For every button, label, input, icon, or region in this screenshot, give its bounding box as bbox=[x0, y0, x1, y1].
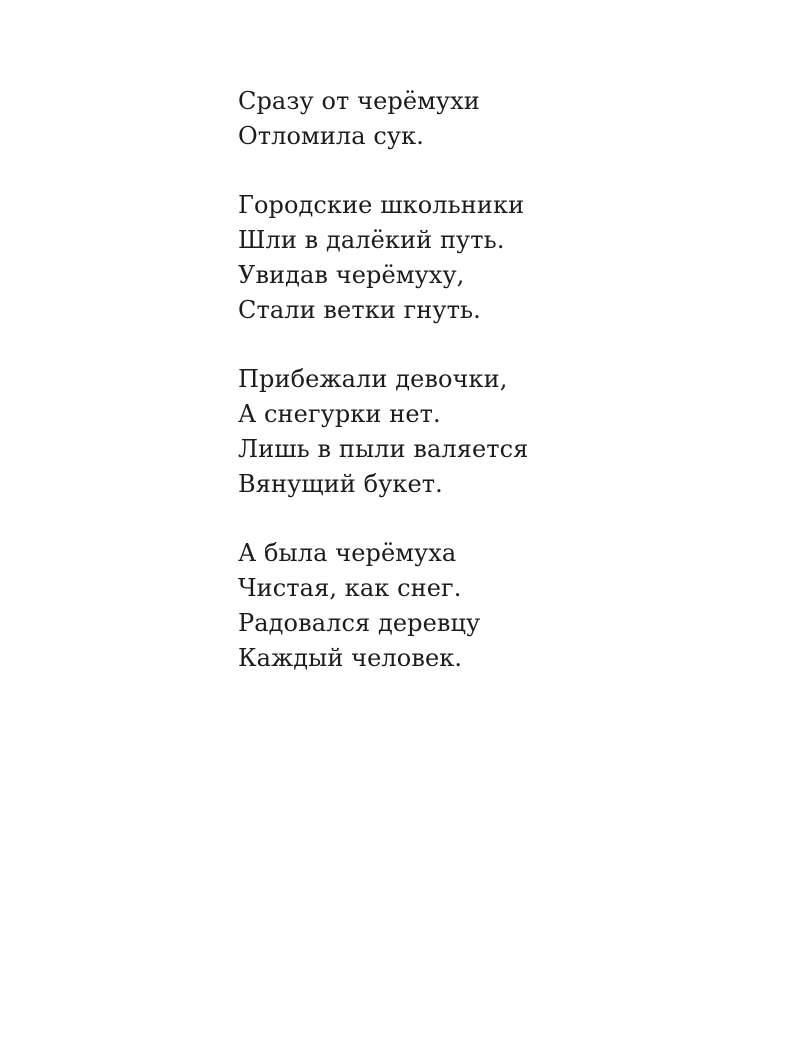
poem-line: Лишь в пыли валяется bbox=[238, 435, 529, 463]
poem-line: Вянущий букет. bbox=[238, 470, 443, 498]
poem-line: Отломила сук. bbox=[238, 122, 424, 150]
poem-line: Городские школьники bbox=[238, 191, 525, 219]
stanza-1 bbox=[238, 84, 678, 154]
poem-line: Каждый человек. bbox=[238, 644, 463, 672]
stanza-4 bbox=[238, 536, 678, 676]
stanza-3 bbox=[238, 362, 678, 502]
poem-line: А снегурки нет. bbox=[238, 400, 441, 428]
poem-line: Прибежали девочки, bbox=[238, 365, 508, 393]
poem-line: Чистая, как снег. bbox=[238, 574, 462, 602]
poem-line: Шли в далёкий путь. bbox=[238, 226, 505, 254]
poem-line: А была черёмуха bbox=[238, 539, 457, 567]
poem-line: Сразу от черёмухи bbox=[238, 87, 480, 115]
poem-line: Радовался деревцу bbox=[238, 609, 481, 637]
poem-line: Увидав черёмуху, bbox=[238, 261, 465, 289]
poem-line: Стали ветки гнуть. bbox=[238, 296, 481, 324]
stanza-2 bbox=[238, 188, 678, 328]
poem bbox=[238, 84, 678, 710]
